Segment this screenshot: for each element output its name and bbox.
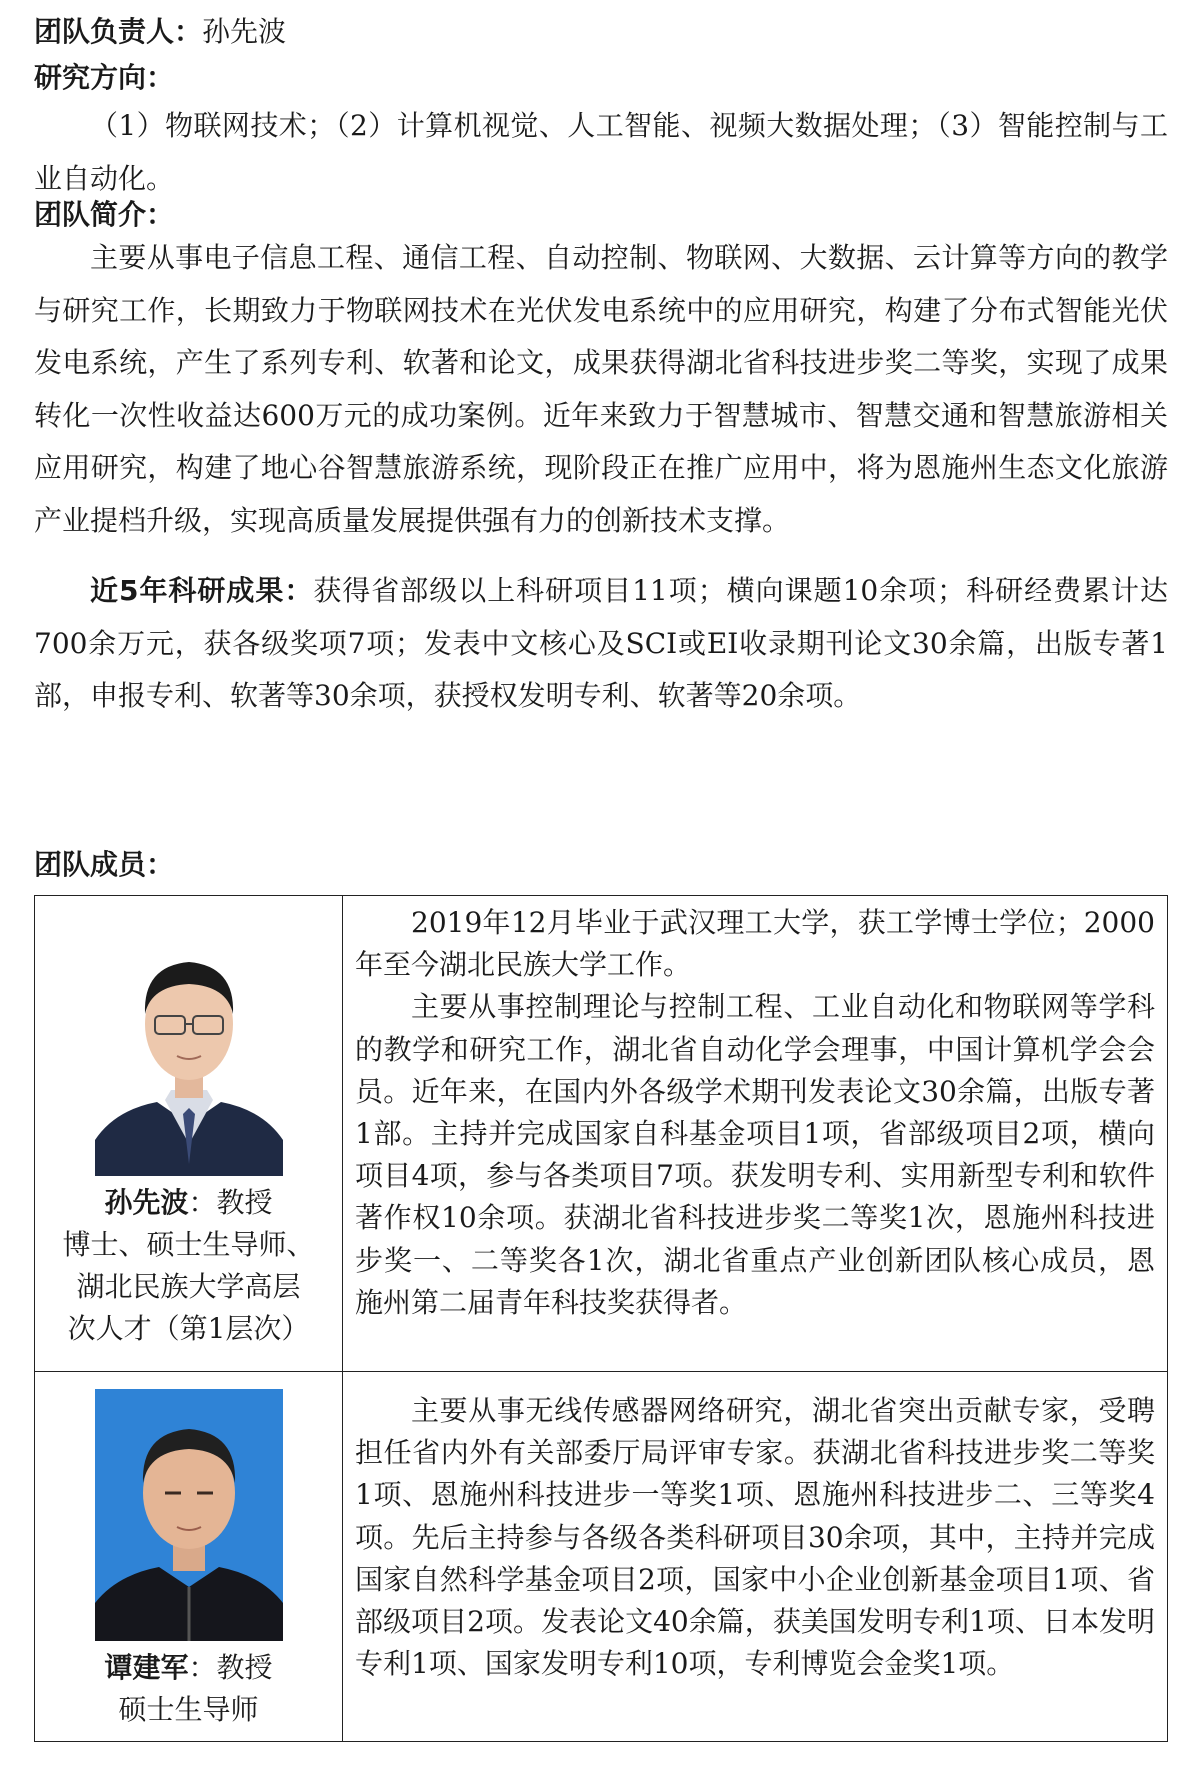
member-bio-paragraph: 2019年12月毕业于武汉理工大学，获工学博士学位；2000年至今湖北民族大学工作。 [355,906,1155,982]
member-caption-line: 湖北民族大学高层 [76,1270,301,1303]
member-name-line [35,1647,342,1689]
intro-heading: 团队简介： [34,198,175,231]
leader-line [34,12,286,52]
member-caption [35,1647,342,1731]
intro-text: 主要从事电子信息工程、通信工程、自动控制、物联网、大数据、云计算等方向的教学与研究工作，长期致力于物联网技术在光伏发电系统中的应用研究，构建了分布式智能光伏发电系统，产生了系列专利、软著和论文，成果获得湖北省科技进步奖二等奖，实现了成果转化一次性收益达600万元的成功案例。近年来致力于智慧城市、智慧交通和智慧旅游相关应用研究，构建了地心谷智慧旅游系统，现阶段正在推广应用中，将为恩施州生态文化旅游产业提档升级，实现高质量发展提供强有力的创新技术支撑。 [34,241,1168,537]
members-heading: 团队成员： [34,848,175,881]
leader-name: 孙先波 [202,15,287,48]
leader-label: 团队负责人： [34,15,203,48]
member-caption-line: 次人才（第1层次） [67,1312,310,1345]
member-title: ：教授 [188,1651,273,1684]
member-row [35,896,1168,1372]
research-text: （1）物联网技术；（2）计算机视觉、人工智能、视频大数据处理；（3）智能控制与工业自动化。 [34,109,1168,195]
member-name: 孙先波 [104,1186,189,1219]
member-bio-paragraph: 主要从事无线传感器网络研究，湖北省突出贡献专家，受聘担任省内外有关部委厅局评审专家。获湖北省科技进步奖二等奖1项、恩施州科技进步一等奖1项、恩施州科技进步二、三等奖4项。先后主持参与各级各类科研项目30余项，其中，主持并完成国家自然科学基金项目2项，国家中小企业创新基金项目1项、省部级项目2项。发表论文40余篇，获美国发明专利1项、日本发明专利1项、国家发明专利10项，专利博览会金奖1项。 [355,1394,1155,1681]
member-row [35,1372,1168,1742]
member-name: 谭建军 [104,1651,189,1684]
member-name-line [35,1182,342,1224]
member-bio-cell [343,1372,1168,1742]
member-photo [95,914,283,1176]
member-photo-cell [35,1372,343,1742]
member-title: ：教授 [188,1186,273,1219]
portrait-image [95,1389,283,1641]
member-bio-paragraph: 主要从事控制理论与控制工程、工业自动化和物联网等学科的教学和研究工作，湖北省自动化学会理事，中国计算机学会会员。近年来，在国内外各级学术期刊发表论文30余篇，出版专著1部。主持并完成国家自科基金项目1项，省部级项目2项，横向项目4项，参与各类项目7项。获发明专利、实用新型专利和软件著作权10余项。获湖北省科技进步奖二等奖1次，恩施州科技进步奖一、二等奖各1次，湖北省重点产业创新团队核心成员，恩施州第二届青年科技奖获得者。 [355,990,1155,1319]
member-photo [95,1389,283,1641]
research-heading: 研究方向： [34,61,175,94]
member-caption-line: 硕士生导师 [118,1693,259,1726]
member-caption-line: 博士、硕士生导师、 [62,1228,315,1261]
portrait-image [95,914,283,1176]
achievements-label: 近5年科研成果： [90,574,314,607]
members-table [34,895,1168,1742]
member-caption [35,1182,342,1350]
achievements-paragraph [34,565,1168,723]
member-photo-cell [35,896,343,1372]
member-bio-cell [343,896,1168,1372]
achievements-text: 获得省部级以上科研项目11项；横向课题10余项；科研经费累计达700余万元，获各级奖项7项；发表中文核心及SCI或EI收录期刊论文30余篇，出版专著1部，申报专利、软著等30余项，获授权发明专利、软著等20余项。 [34,574,1169,712]
